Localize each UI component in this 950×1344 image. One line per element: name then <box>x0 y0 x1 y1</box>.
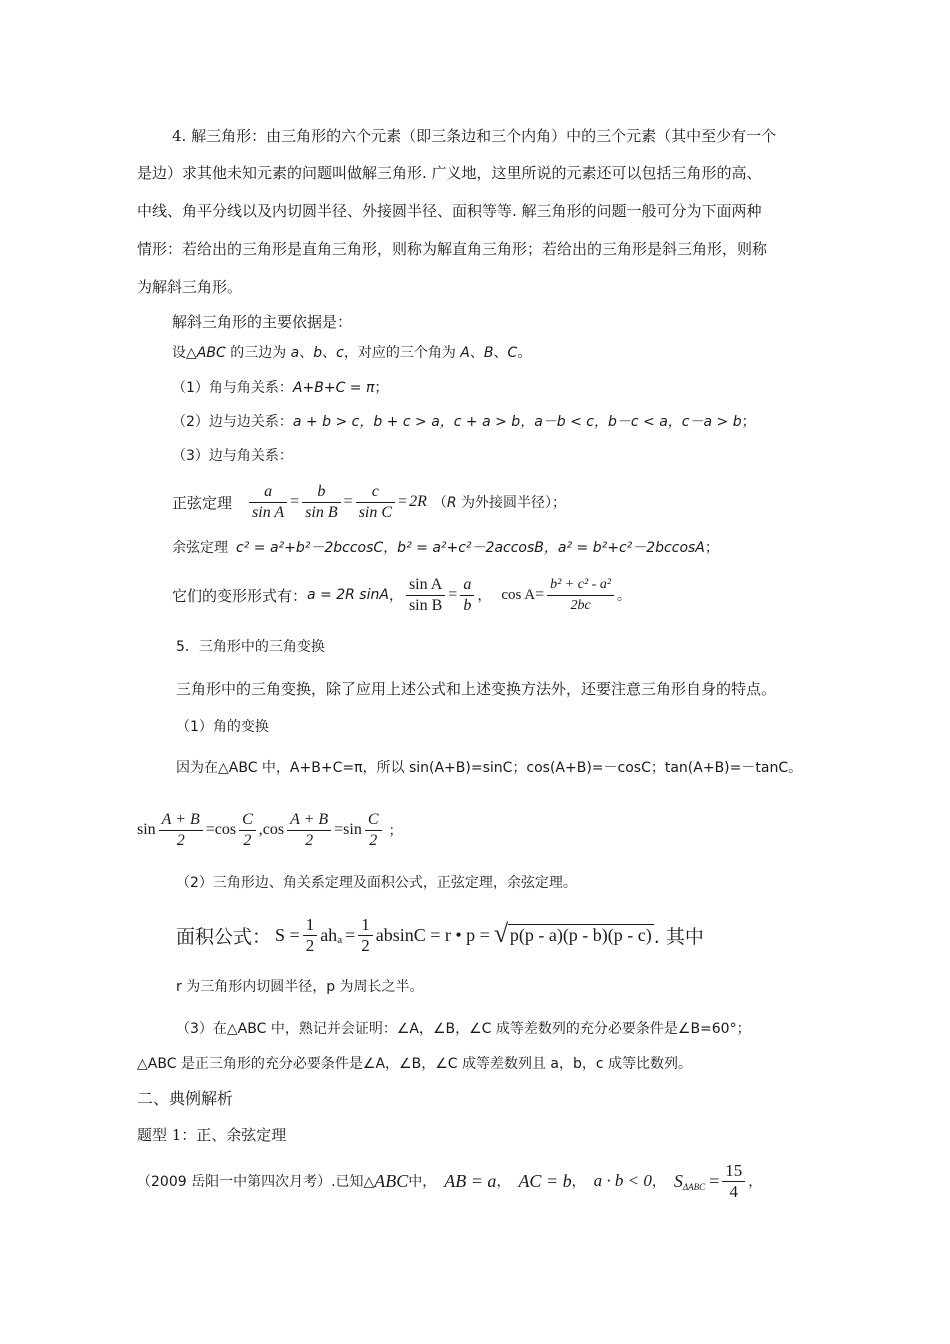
fraction-num: a <box>463 575 472 593</box>
relation-3: （3）边与角关系： <box>172 448 293 464</box>
fraction-num: 1 <box>305 914 315 934</box>
fraction <box>303 915 318 956</box>
theorem-heading: （2）三角形边、角关系定理及面积公式，正弦定理，余弦定理。 <box>176 875 577 891</box>
separator: ， <box>571 1174 586 1190</box>
relation-end: ； <box>374 380 389 396</box>
question-abc: ABC <box>374 1170 409 1191</box>
p4-line-3: 中线、角平分线以及内切圆半径、外接圆半径、面积等等. 解三角形的问题一般可分为下面两种 <box>137 202 762 220</box>
sine-law-rhs: 2R <box>409 493 427 510</box>
setup-text: 、 <box>469 345 484 361</box>
fraction <box>287 810 331 851</box>
s3-line-1: （3）在△ABC 中，熟记并会证明：∠A，∠B，∠C 成等差数列的充分必要条件是∠B=60°； <box>176 1021 751 1037</box>
setup-abc: ABC <box>196 345 226 361</box>
setup-C: C <box>507 345 518 361</box>
area-tail: . 其中 <box>653 925 704 948</box>
note-text: 为外接圆半径）； <box>456 495 567 511</box>
sine-law-label: 正弦定理 <box>172 493 233 512</box>
fraction-den: b <box>460 595 474 616</box>
p4-line-2: 是边）求其他未知元素的问题叫做解三角形. 广义地，这里所说的元素还可以包括三角形的高、 <box>137 164 762 182</box>
setup-text: 、 <box>322 345 337 361</box>
separator: ， <box>477 588 492 604</box>
area-sine-term: absinC = r • p = <box>375 924 490 945</box>
area-height-sub: a <box>337 934 343 946</box>
area-s: S = <box>275 924 300 945</box>
variants-end: 。 <box>617 588 632 604</box>
fraction-num: b <box>317 482 326 500</box>
question-line <box>137 1156 762 1206</box>
equals-sign: = <box>345 924 356 945</box>
section-5-heading: 5．三角形中的三角变换 <box>176 639 325 655</box>
vector-ac: AC = b <box>518 1170 572 1191</box>
p4-line-1: 4. 解三角形：由三角形的六个元素（即三条边和三个内角）中的三个元素（其中至少有一个 <box>172 127 777 145</box>
setup-text: 、 <box>493 345 508 361</box>
fraction-den: sin A <box>249 502 287 523</box>
fraction-den: 2 <box>303 935 318 956</box>
basis-setup <box>172 343 531 363</box>
cosine-law-formula: c² = a²+b²－2bccosC，b² = a²+c²－2accosB，a² = b²+c²－2bccosA <box>236 540 705 556</box>
p4-line-4: 情形：若给出的三角形是直角三角形，则称为解直角三角形；若给出的三角形是斜三角形，则称 <box>137 240 768 258</box>
fraction-den: 2 <box>287 830 331 851</box>
fraction <box>722 1161 745 1202</box>
fraction-num: c <box>371 482 379 500</box>
radical-sign-icon: √ <box>493 918 509 948</box>
fraction-den: 2 <box>239 830 256 851</box>
fraction-num: A + B <box>161 810 200 828</box>
fraction-num: C <box>242 810 253 828</box>
fraction <box>406 575 445 616</box>
sine-law-note <box>433 492 566 512</box>
relation-label: （2）边与边关系： <box>172 414 293 430</box>
relation-end: ； <box>741 414 756 430</box>
fraction <box>159 810 203 851</box>
setup-text: 。 <box>517 345 532 361</box>
fraction-den: 2 <box>358 935 373 956</box>
cosine-law <box>172 538 719 558</box>
fraction-num: sin A <box>408 575 443 593</box>
s3-line-2: △ABC 是正三角形的充分必要条件是∠A，∠B，∠C 成等差数列且 a，b，c 成等比数列。 <box>137 1056 693 1072</box>
math-text: =sin <box>334 821 362 838</box>
setup-a: a <box>290 345 300 361</box>
separator: ， <box>651 1174 666 1190</box>
math-text: sin <box>137 821 156 838</box>
equals-sign: = <box>398 493 408 510</box>
question-end: ， <box>748 1174 763 1190</box>
question-type-1: 题型 1：正、余弦定理 <box>137 1126 287 1144</box>
fraction-num: 15 <box>725 1160 743 1180</box>
setup-text: ，对应的三个角为 <box>343 345 461 361</box>
setup-text: 、 <box>299 345 314 361</box>
half-angle-identity <box>137 806 403 854</box>
setup-text: 设△ <box>172 345 197 361</box>
fraction-num: b² + c² - a² <box>550 576 612 592</box>
sine-law <box>172 478 566 526</box>
fraction-den: 2 <box>159 830 203 851</box>
section-5-intro: 三角形中的三角变换，除了应用上述公式和上述变换方法外，还要注意三角形自身的特点。 <box>176 680 777 698</box>
angle-transform-heading: （1）角的变换 <box>176 719 269 735</box>
area-symbol-sub: ΔABC <box>682 1182 706 1192</box>
note-text: （ <box>432 495 447 511</box>
variant-cos-lhs: cos A <box>501 586 536 603</box>
area-symbol: S <box>673 1170 683 1191</box>
equals-sign: = <box>448 586 458 603</box>
variant-forms <box>172 571 631 619</box>
relation-formula: a + b > c，b + c > a，c + a > b，a－b < c，b－c < a，c－a > b <box>292 414 742 430</box>
math-end: ； <box>388 823 403 839</box>
cosine-law-label: 余弦定理 <box>172 540 228 556</box>
fraction <box>365 810 382 851</box>
math-text: ,cos <box>258 821 285 838</box>
radicand: p(p - a)(p - b)(p - c) <box>509 924 652 945</box>
cosine-law-end: ； <box>704 540 719 556</box>
fraction <box>356 482 395 523</box>
area-formula <box>176 910 704 960</box>
area-label: 面积公式： <box>176 925 272 948</box>
because-line: 因为在△ABC 中，A+B+C=π，所以 sin(A+B)=sinC；cos(A+B)=－cosC；tan(A+B)=－tanC。 <box>176 760 803 776</box>
fraction <box>302 482 340 523</box>
square-root <box>493 918 654 948</box>
equals-sign: = <box>343 493 353 510</box>
question-source: （2009 岳阳一中第四次月考）.已知△ <box>137 1174 375 1190</box>
fraction-den: 2bc <box>547 595 614 616</box>
fraction-den: sin C <box>356 502 395 523</box>
relation-label: （1）角与角关系： <box>172 380 293 396</box>
fraction-den: sin B <box>406 595 445 616</box>
section-2-heading: 二、典例解析 <box>137 1089 234 1108</box>
basis-heading: 解斜三角形的主要依据是： <box>172 313 353 331</box>
setup-A: A <box>460 345 470 361</box>
variant-formula-1: a = 2R sinA <box>307 587 389 603</box>
math-text: =cos <box>205 821 237 838</box>
note-R: R <box>446 495 457 511</box>
relation-formula: A+B+C = π <box>292 380 375 396</box>
equals-sign: = <box>290 493 300 510</box>
equals-sign: = <box>535 586 545 603</box>
variants-label: 它们的变形形式有： <box>172 586 308 605</box>
setup-b: b <box>313 345 323 361</box>
fraction-den: 4 <box>722 1181 745 1202</box>
fraction-num: A + B <box>290 810 329 828</box>
fraction-num: C <box>367 810 379 828</box>
area-height-term: ah <box>320 924 338 945</box>
equals-sign: = <box>709 1170 720 1191</box>
setup-c: c <box>336 345 344 361</box>
fraction <box>239 810 256 851</box>
p4-line-5: 为解斜三角形。 <box>137 278 243 296</box>
dot-product-condition: a · b < 0 <box>593 1171 652 1190</box>
setup-B: B <box>483 345 494 361</box>
question-text: 中， <box>408 1174 437 1190</box>
fraction <box>547 575 614 616</box>
relation-2 <box>172 412 756 432</box>
vector-ab: AB = a <box>444 1170 497 1191</box>
relation-1 <box>172 378 388 398</box>
separator: ， <box>388 588 403 604</box>
fraction <box>460 575 474 616</box>
fraction <box>358 915 373 956</box>
setup-text: 的三边为 <box>225 345 291 361</box>
fraction-den: 2 <box>365 830 382 851</box>
area-note: r 为三角形内切圆半径，p 为周长之半。 <box>176 979 424 995</box>
fraction <box>249 482 287 523</box>
separator: ， <box>496 1174 511 1190</box>
fraction-num: 1 <box>361 914 370 934</box>
fraction-den: sin B <box>302 502 340 523</box>
fraction-num: a <box>264 482 273 500</box>
